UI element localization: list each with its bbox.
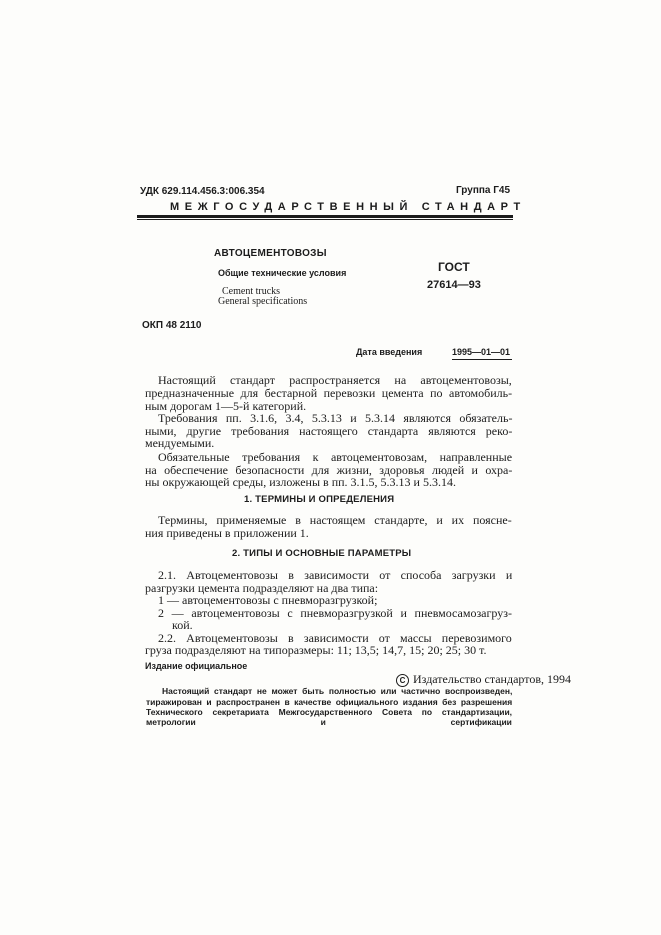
notice-line: Технического секретариата Межгосударственного Совета по стандартизации, [146,707,513,717]
udk-code: УДК 629.114.456.3:006.354 [140,186,265,197]
notice-line: метрологии и сертификации [146,717,512,727]
intro-line: Требования пп. 3.1.6, 3.4, 5.3.13 и 5.3.14 являются обязатель- [158,411,513,425]
section-2-line: 2.1. Автоцементовозы в зависимости от способа загрузки и [158,568,513,582]
section-2-line: 2.2. Автоцементовозы в зависимости от массы перевозимого [158,631,512,645]
section-2-line: груза подразделяют на типоразмеры: 11; 13,5; 14,7, 15; 20; 25; 30 т. [145,643,487,657]
title-ru: АВТОЦЕМЕНТОВОЗЫ [214,248,327,259]
group-code: Группа Г45 [456,185,511,196]
section-2-line: разгрузки цемента подразделяют на два типа: [145,581,379,595]
copyright-icon: С [396,674,409,687]
copyright-text: Издательство стандартов, 1994 [413,672,571,686]
standard-banner: МЕЖГОСУДАРСТВЕННЫЙ СТАНДАРТ [170,201,526,213]
intro-line: ными, другие требования настоящего стандарта являются реко- [145,424,513,438]
section-2-heading: 2. ТИПЫ И ОСНОВНЫЕ ПАРАМЕТРЫ [232,548,412,559]
banner-rule-thin [137,219,513,220]
subtitle-ru: Общие технические условия [218,268,347,278]
intro-line: Обязательные требования к автоцементовозам, направленные [158,450,513,464]
intro-line: предназначенные для бестарной перевозки цемента по автомобиль- [145,386,513,400]
intro-date-label: Дата введения [356,347,423,357]
intro-line: Настоящий стандарт распространяется на автоцементовозы, [158,373,512,387]
banner-rule-thick [137,215,513,218]
notice-line: Настоящий стандарт не может быть полностью или частично воспроизведен, [162,686,513,696]
notice-line: тиражирован и распространен в качестве официального издания без разрешения [146,697,513,707]
intro-line: ны окружающей среды, изложены в пп. 3.1.5, 5.3.13 и 5.3.14. [145,475,456,489]
section-1-line: ния приведены в приложении 1. [145,526,309,540]
gost-label: ГОСТ [438,260,470,274]
section-2-line: кой. [172,618,193,632]
subtitle-en: General specifications [218,296,308,307]
section-2-line: 1 — автоцементовозы с пневморазгрузкой; [158,593,378,607]
intro-date-value: 1995—01—01 [452,347,511,357]
copyright [396,672,571,687]
title-en: Cement trucks [222,286,281,297]
gost-number: 27614—93 [427,279,481,291]
section-2-line: 2 — автоцементовозы с пневморазгрузкой и пневмосамозагруз- [158,606,513,620]
intro-line: на обеспечение безопасности для жизни, здоровья людей и охра- [145,463,513,477]
okp-code: ОКП 48 2110 [142,320,202,331]
intro-line: мендуемыми. [145,436,215,450]
intro-date-rule [452,359,512,360]
section-1-heading: 1. ТЕРМИНЫ И ОПРЕДЕЛЕНИЯ [244,494,395,505]
official-edition: Издание официальное [145,661,248,671]
section-1-line: Термины, применяемые в настоящем стандарте, и их поясне- [158,513,512,527]
intro-line: ным дорогам 1—5-й категорий. [145,399,307,413]
